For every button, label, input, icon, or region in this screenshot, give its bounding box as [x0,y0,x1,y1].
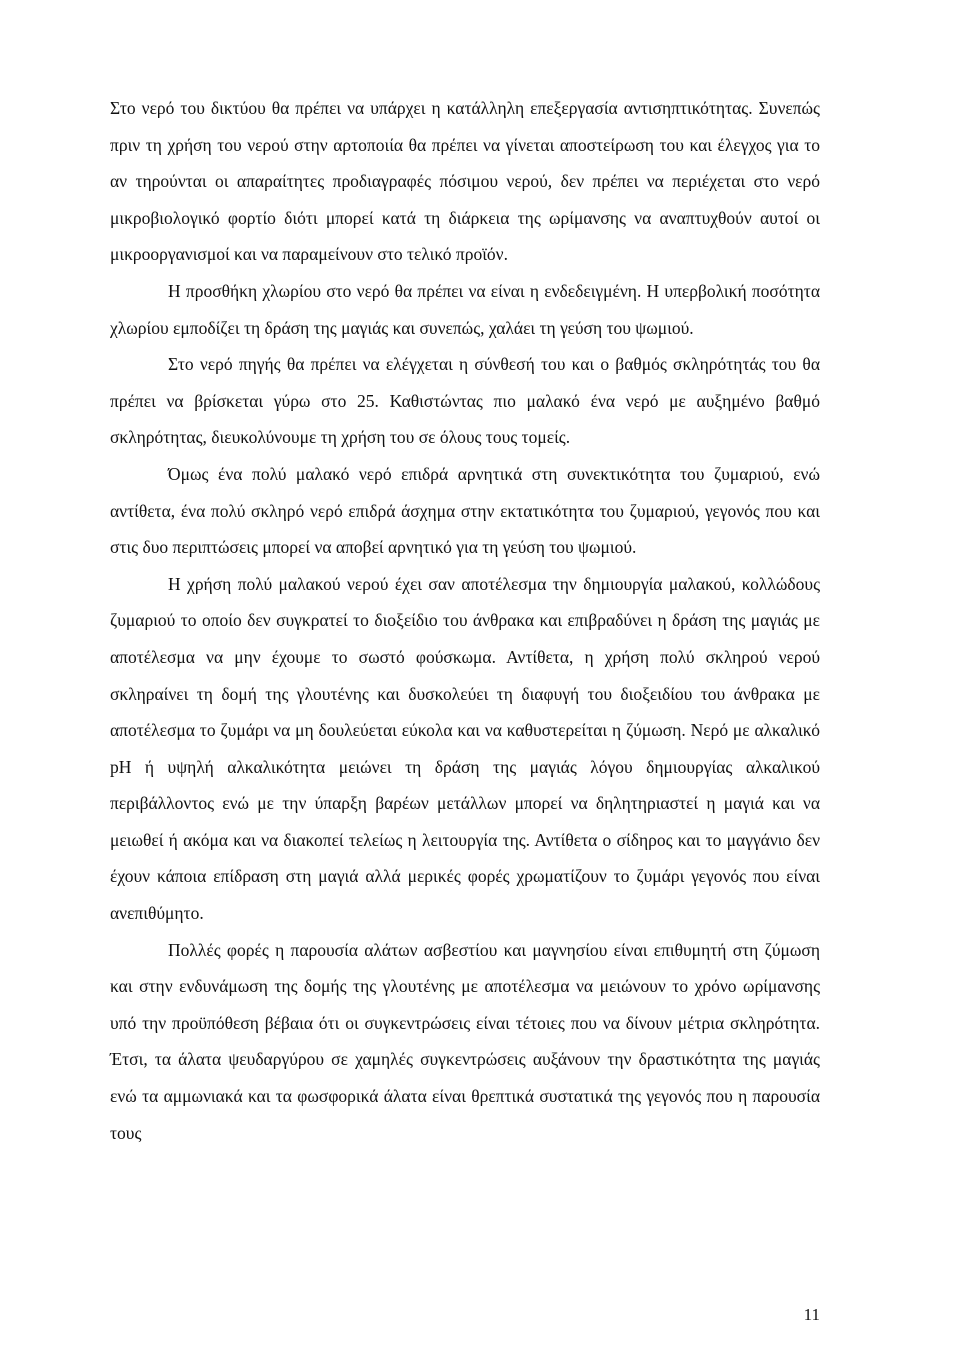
paragraph-chlorine: Η προσθήκη χλωρίου στο νερό θα πρέπει να είναι η ενδεδειγμένη. Η υπερβολική ποσότητα χλωρίου εμποδίζει τη δράση της μαγιάς και συνεπώς, χαλάει τη γεύση του ψωμιού. [110,280,820,338]
paragraph-salts: Πολλές φορές η παρουσία αλάτων ασβεστίου και μαγνησίου είναι επιθυμητή στη ζύμωση και στην ενδυνάμωση της δομής της γλουτένης με αποτέλεσμα να μειώνουν το χρόνο ωρίμανσης υπό την προϋπόθεση βέβαια ότι οι συγκεντρώσεις είναι τέτοιες που να δίνουν μέτρια σκληρότητα. Έτσι, τα άλατα ψευδαργύρου σε χαμηλές συγκεντρώσεις αυξάνουν την δραστικότητα της μαγιάς ενώ τα αμμωνιακά και τα φωσφορικά άλατα είναι θρεπτικά συστατικά της γεγονός που η παρουσία τους [110,939,820,1143]
document-page [110,90,820,1151]
paragraph-water-effects: Η χρήση πολύ μαλακού νερού έχει σαν αποτέλεσμα την δημιουργία μαλακού, κολλώδους ζυμαριού το οποίο δεν συγκρατεί το διοξείδιο του άνθρακα και επιβραδύνει η δράση της μαγιάς με αποτέλεσμα να μην έχουμε το σωστό φούσκωμα. Αντίθετα, η χρήση πολύ σκληρού νερού σκληραίνει τη δομή της γλουτένης και δυσκολεύει τη διαφυγή του διοξειδίου του άνθρακα με αποτέλεσμα το ζυμάρι να μη δουλεύεται εύκολα και να καθυστερείται η ζύμωση. Νερό με αλκαλικό pH ή υψηλή αλκαλικότητα μειώνει τη δράση της μαγιάς λόγου δημιουργίας αλκαλικού περιβάλλοντος ενώ με την ύπαρξη βαρέων μετάλλων μπορεί να δηλητηριαστεί η μαγιά και να μειωθεί ή ακόμα και να διακοπεί τελείως η λειτουργία της. Αντίθετα ο σίδηρος και το μαγγάνιο δεν έχουν κάποια επίδραση στη μαγιά αλλά μερικές φορές χρωματίζουν το ζυμάρι γεγονός που είναι ανεπιθύμητο. [110,573,820,924]
page-number: 11 [803,1305,820,1324]
paragraph-soft-hard-water: Όμως ένα πολύ μαλακό νερό επιδρά αρνητικά στη συνεκτικότητα του ζυμαριού, ενώ αντίθετα, ένα πολύ σκληρό νερό επιδρά άσχημα στην εκτατικότητα του ζυμαριού, γεγονός που και στις δυο περιπτώσεις μπορεί να αποβεί αρνητικό για τη γεύση του ψωμιού. [110,463,820,558]
paragraph-network-water: Στο νερό του δικτύου θα πρέπει να υπάρχει η κατάλληλη επεξεργασία αντισηπτικότητας. Συνεπώς πριν τη χρήση του νερού στην αρτοποιία θα πρέπει να γίνεται αποστείρωση του και έλεγχος για το αν τηρούνται οι απαραίτητες προδιαγραφές πόσιμου νερού, δεν πρέπει να περιέχεται στο νερό μικροβιολογικό φορτίο διότι μπορεί κατά τη διάρκεια της ωρίμανσης να αναπτυχθούν αυτοί οι μικροοργανισμοί και να παραμείνουν στο τελικό προϊόν. [110,98,820,265]
paragraph-spring-water: Στο νερό πηγής θα πρέπει να ελέγχεται η σύνθεσή του και ο βαθμός σκληρότητάς του θα πρέπει να βρίσκεται γύρω στο 25. Καθιστώντας πιο μαλακό ένα νερό με αυξημένο βαθμό σκληρότητας, διευκολύνουμε τη χρήση του σε όλους τους τομείς. [110,354,820,448]
